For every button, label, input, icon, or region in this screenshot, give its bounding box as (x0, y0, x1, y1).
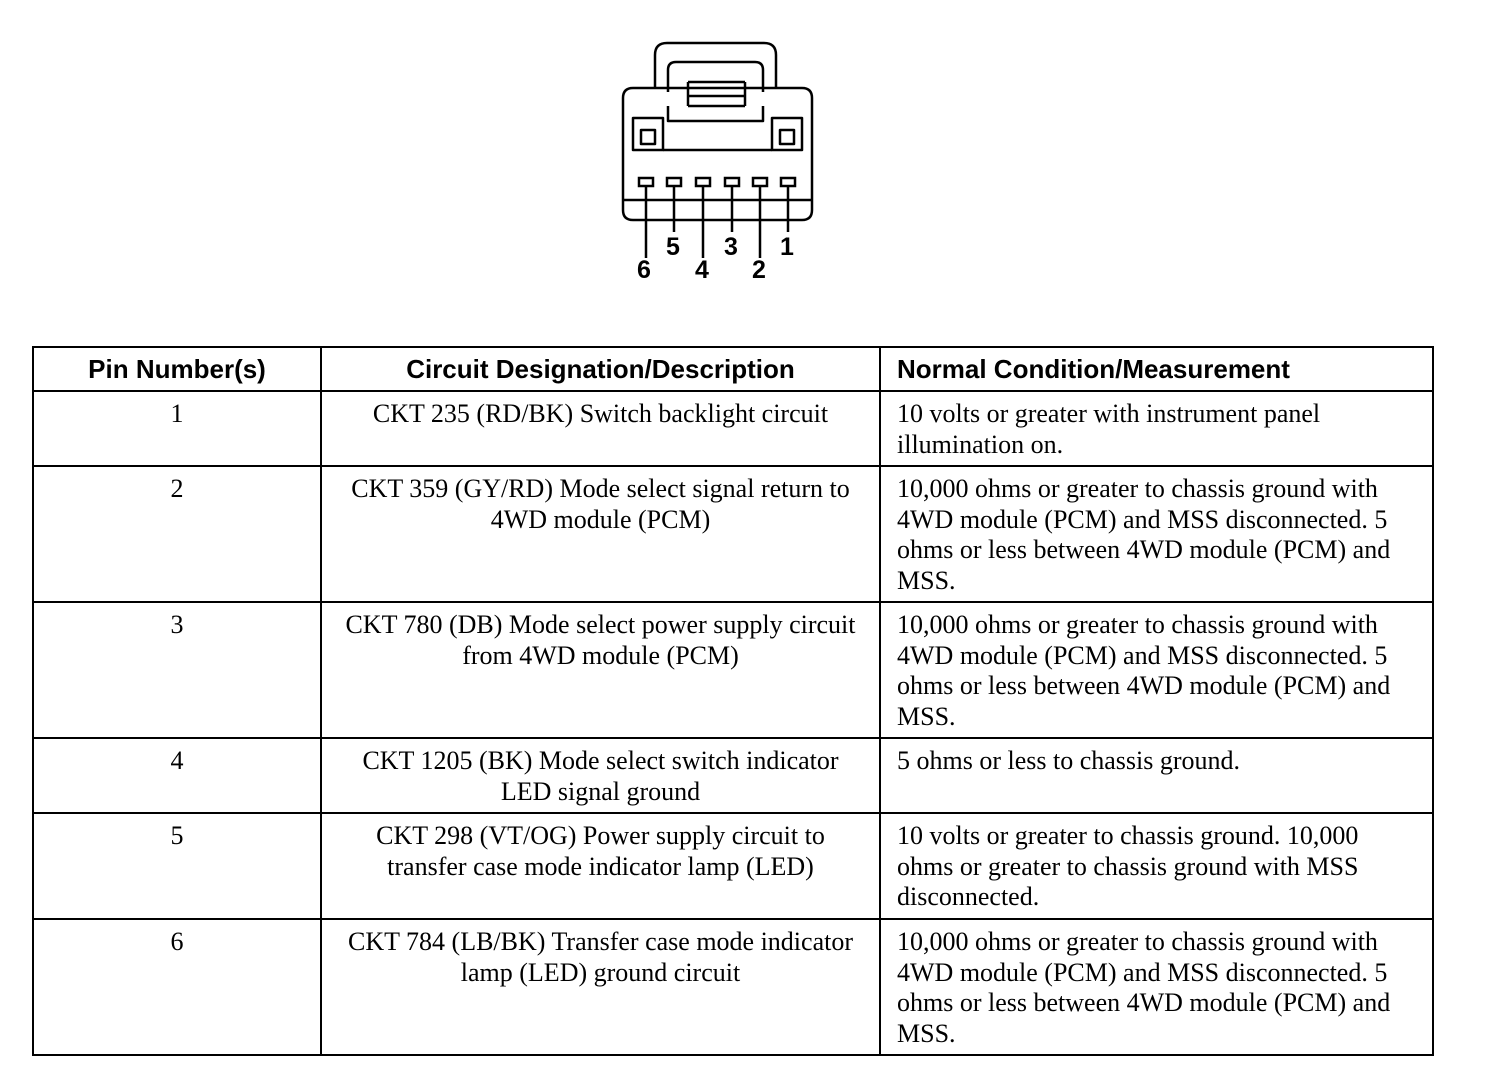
table-row (33, 391, 1433, 466)
pin-terminal (781, 178, 795, 186)
pin-terminal (753, 178, 767, 186)
table-row (33, 813, 1433, 919)
pin-number: 5 (33, 813, 321, 919)
circuit-description: CKT 1205 (BK) Mode select switch indicator LED signal ground (321, 738, 880, 813)
circuit-description: CKT 359 (GY/RD) Mode select signal return to 4WD module (PCM) (321, 466, 880, 602)
measurement: 10,000 ohms or greater to chassis ground with 4WD module (PCM) and MSS disconnected. 5 ohms or less between 4WD module (PCM) and MSS. (880, 919, 1433, 1055)
table-row (33, 466, 1433, 602)
pin-label-1: 1 (780, 233, 794, 261)
column-header-circuit: Circuit Designation/Description (321, 347, 880, 391)
pin-label-5: 5 (666, 233, 680, 261)
measurement: 10 volts or greater to chassis ground. 10,000 ohms or greater to chassis ground with MSS disconnected. (880, 813, 1433, 919)
table-row (33, 738, 1433, 813)
pin-terminal (639, 178, 653, 186)
pin-terminal (696, 178, 710, 186)
pin-number: 1 (33, 391, 321, 466)
measurement: 10 volts or greater with instrument panel illumination on. (880, 391, 1433, 466)
column-header-measurement: Normal Condition/Measurement (880, 347, 1433, 391)
pin-terminal (667, 178, 681, 186)
pin-table (32, 346, 1434, 1056)
pin-label-2: 2 (752, 256, 766, 284)
circuit-description: CKT 298 (VT/OG) Power supply circuit to transfer case mode indicator lamp (LED) (321, 813, 880, 919)
pin-label-3: 3 (724, 233, 738, 261)
measurement: 10,000 ohms or greater to chassis ground with 4WD module (PCM) and MSS disconnected. 5 ohms or less between 4WD module (PCM) and MSS. (880, 466, 1433, 602)
pin-number: 4 (33, 738, 321, 813)
pin-number: 3 (33, 602, 321, 738)
pin-number: 6 (33, 919, 321, 1055)
pin-terminal (725, 178, 739, 186)
measurement: 10,000 ohms or greater to chassis ground with 4WD module (PCM) and MSS disconnected. 5 ohms or less between 4WD module (PCM) and MSS. (880, 602, 1433, 738)
table-row (33, 602, 1433, 738)
circuit-description: CKT 780 (DB) Mode select power supply circuit from 4WD module (PCM) (321, 602, 880, 738)
table-row (33, 919, 1433, 1055)
pin-label-6: 6 (637, 256, 651, 284)
circuit-description: CKT 235 (RD/BK) Switch backlight circuit (321, 391, 880, 466)
measurement: 5 ohms or less to chassis ground. (880, 738, 1433, 813)
table-header-row (33, 347, 1433, 391)
column-header-pin: Pin Number(s) (33, 347, 321, 391)
connector-diagram (0, 0, 1504, 300)
circuit-description: CKT 784 (LB/BK) Transfer case mode indicator lamp (LED) ground circuit (321, 919, 880, 1055)
pin-label-4: 4 (695, 256, 709, 284)
pin-number: 2 (33, 466, 321, 602)
